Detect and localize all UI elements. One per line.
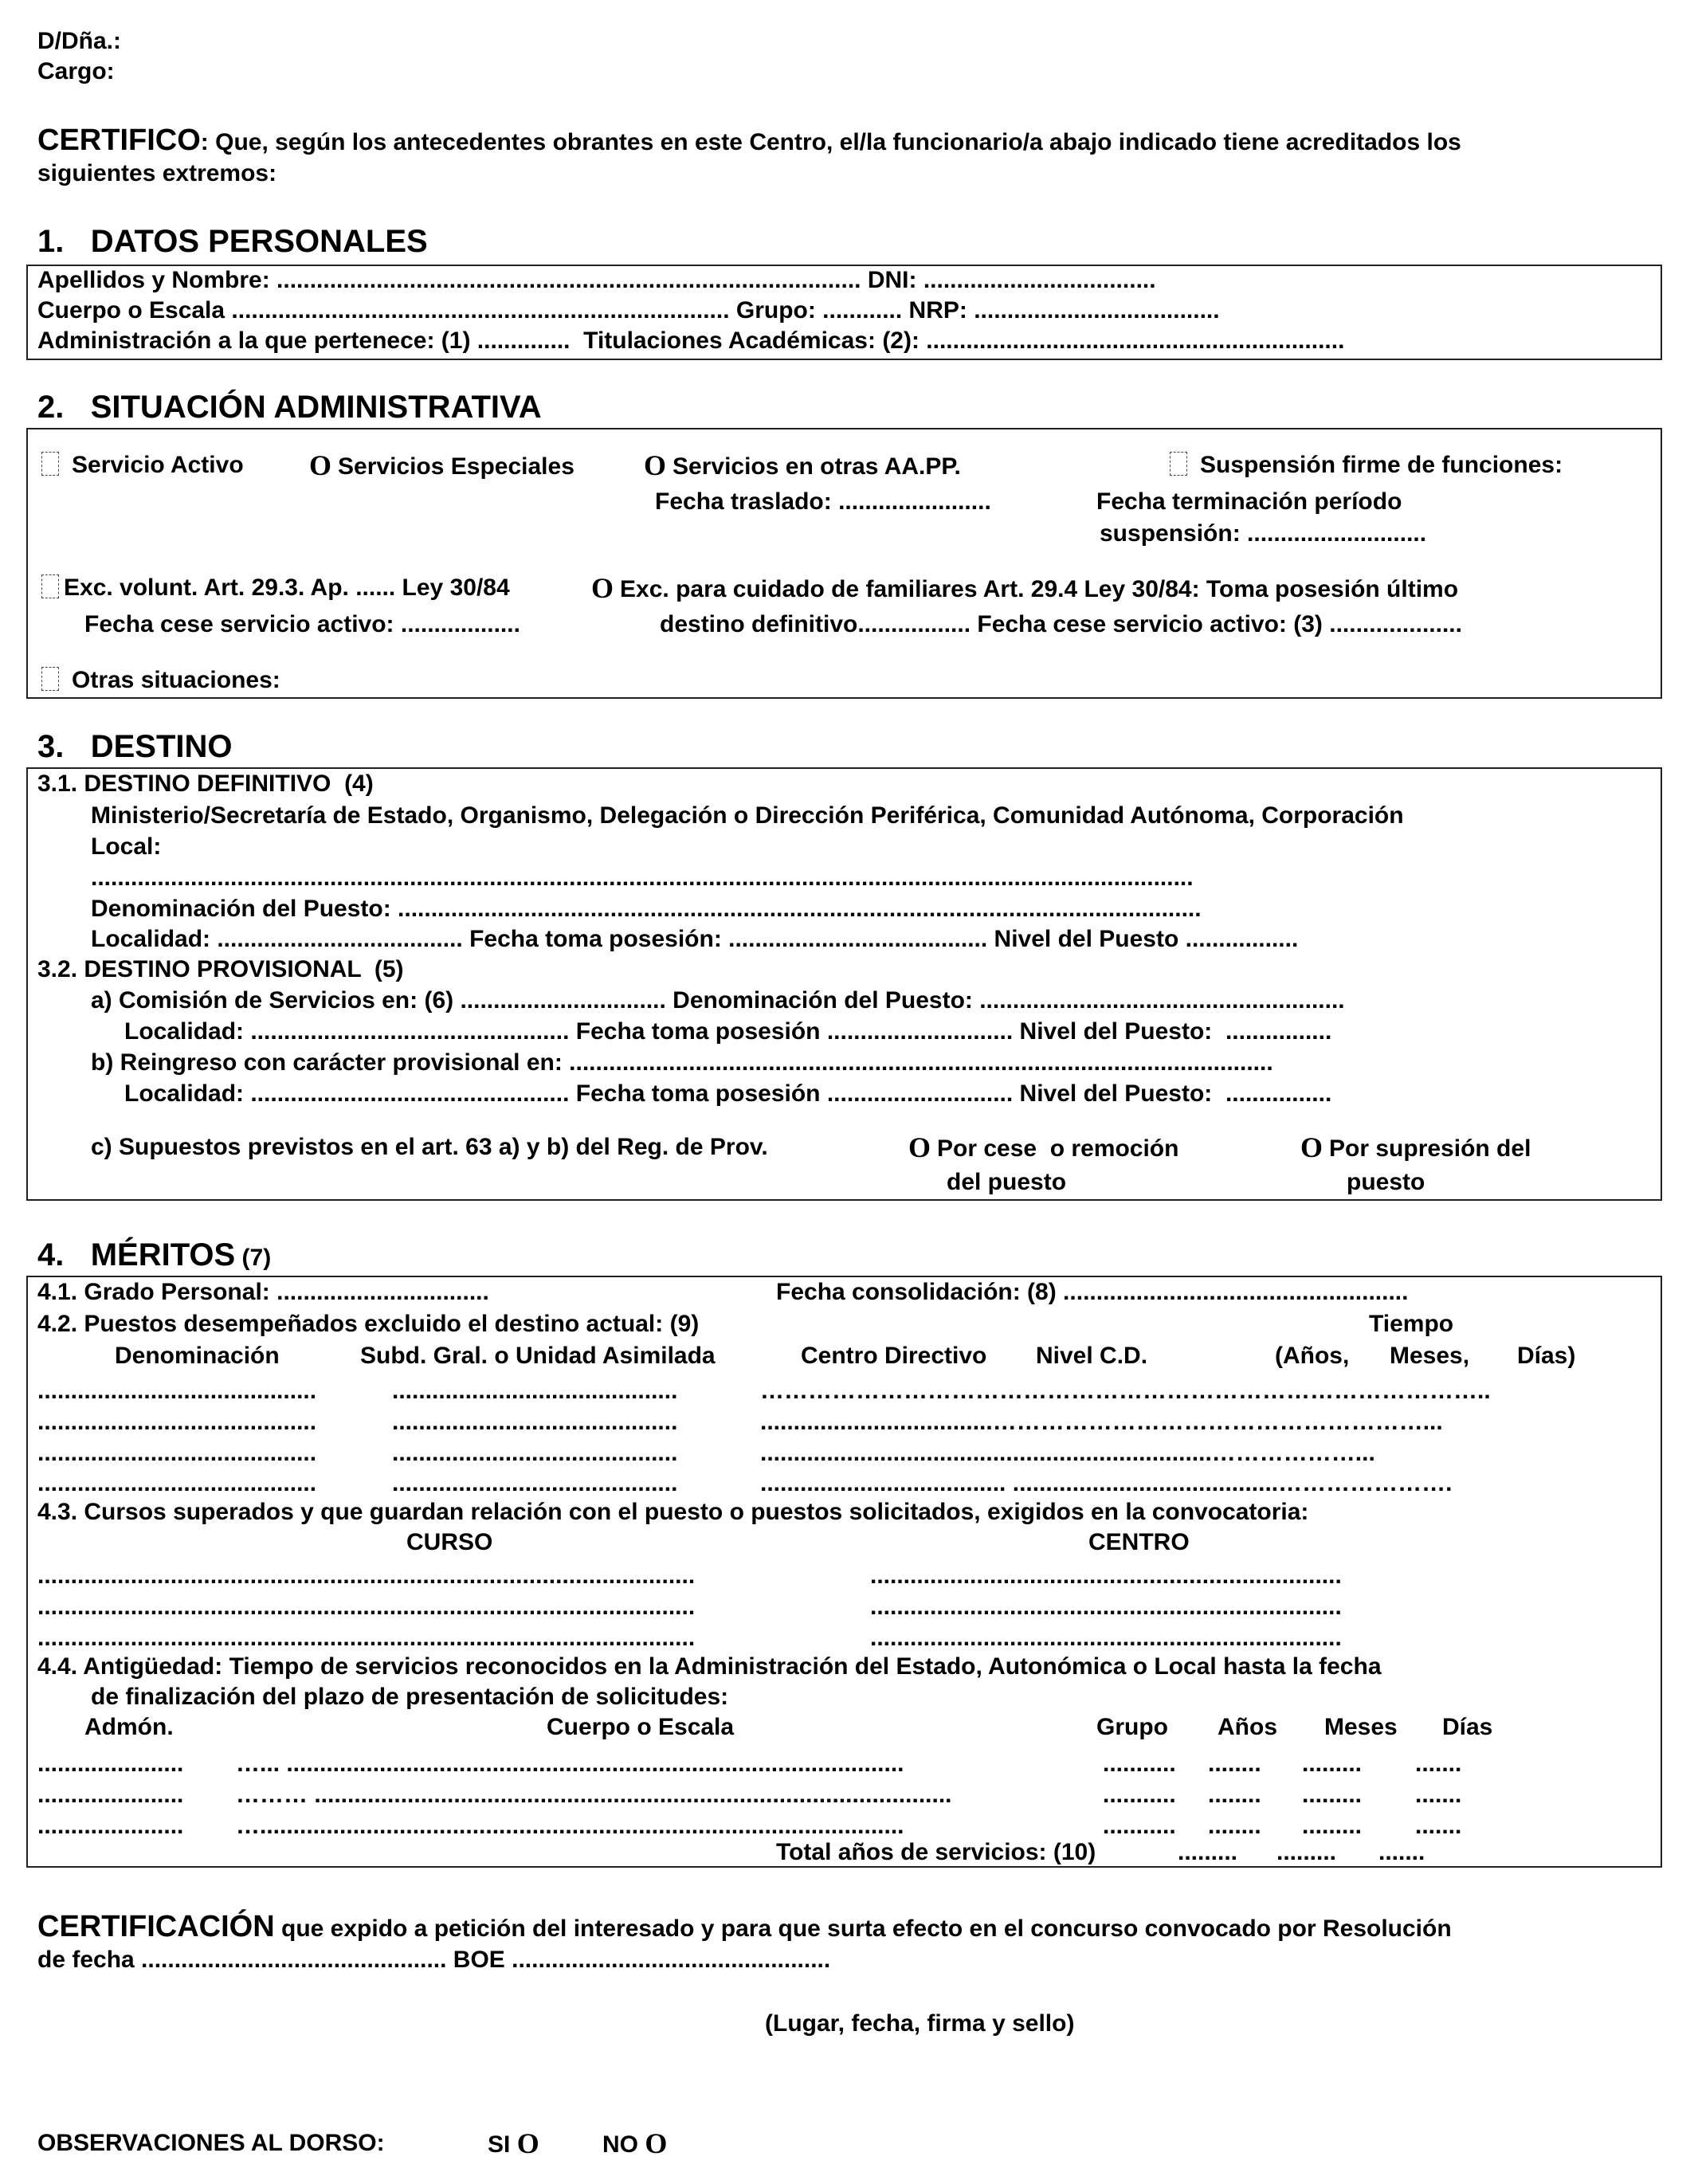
destino-definitivo-denominacion-field[interactable]: Denominación del Puesto: ......................................................................................................................... bbox=[91, 896, 1202, 922]
antiguedad-row-2-grupo[interactable]: ........... bbox=[1103, 1782, 1176, 1808]
total-meses-field[interactable]: ......... bbox=[1276, 1839, 1337, 1865]
puestos-desempenados-title: 4.2. Puestos desempeñados excluido el destino actual: (9) bbox=[37, 1311, 700, 1337]
radio-icon[interactable]: O bbox=[591, 572, 614, 604]
observaciones-label: OBSERVACIONES AL DORSO: bbox=[37, 2130, 385, 2156]
col-curso: CURSO bbox=[406, 1529, 493, 1555]
destino-definitivo-fecha-cese-field[interactable]: destino definitivo................. Fecha cese servicio activo: (3) .................... bbox=[660, 611, 1462, 637]
col-meses: Meses, bbox=[1390, 1343, 1470, 1369]
antiguedad-row-1-grupo[interactable]: ........... bbox=[1103, 1751, 1176, 1777]
puesto-row-4-rest[interactable]: ..................................... ........................................…………………. bbox=[760, 1470, 1453, 1496]
col-centro: CENTRO bbox=[1088, 1529, 1190, 1555]
observaciones-no-option[interactable] bbox=[602, 2129, 673, 2159]
col-nivel-cd: Nivel C.D. bbox=[1036, 1343, 1148, 1369]
total-servicios-label: Total años de servicios: (10) bbox=[776, 1839, 1096, 1865]
section-title-destino: 3. DESTINO bbox=[37, 729, 233, 764]
col-centro-directivo: Centro Directivo bbox=[801, 1343, 987, 1369]
puesto-row-1-subd[interactable]: ........................................... bbox=[392, 1378, 678, 1404]
col-cuerpo-escala: Cuerpo o Escala bbox=[547, 1714, 735, 1740]
total-dias-field[interactable]: ....... bbox=[1378, 1839, 1425, 1865]
option-label: SI bbox=[488, 2131, 511, 2158]
puesto-row-2-rest[interactable]: ...................................………………………………………………... bbox=[760, 1409, 1443, 1435]
antiguedad-row-3-grupo[interactable]: ........... bbox=[1103, 1813, 1176, 1839]
puesto-row-2-denominacion[interactable]: .......................................... bbox=[37, 1409, 317, 1435]
option-suspension[interactable] bbox=[1170, 451, 1563, 480]
radio-icon[interactable]: O bbox=[645, 2127, 668, 2159]
checkbox-icon[interactable] bbox=[41, 452, 59, 476]
meritos-title: 4. MÉRITOS bbox=[37, 1237, 236, 1272]
position-field-label: Cargo: bbox=[37, 58, 115, 84]
puesto-row-1-denominacion[interactable]: .......................................... bbox=[37, 1378, 317, 1404]
reingreso-localidad-field[interactable]: Localidad: ................................................ Fecha toma posesión ............................ Nivel del Puesto: ................ bbox=[124, 1080, 1332, 1107]
observaciones-si-option[interactable] bbox=[488, 2129, 546, 2159]
option-label: Exc. volunt. Art. 29.3. Ap. ...... Ley 30/84 bbox=[64, 574, 510, 601]
option-por-cese-remocion[interactable] bbox=[908, 1133, 1178, 1163]
puesto-row-1-rest[interactable]: ……………………………………………………………………………….. bbox=[760, 1378, 1491, 1404]
resolucion-fecha-boe-field[interactable]: de fecha .............................................. BOE ................................................ bbox=[37, 1947, 831, 1973]
option-label: Servicio Activo bbox=[72, 452, 244, 478]
administracion-titulaciones-field[interactable]: Administración a la que pertenece: (1) .............. Titulaciones Académicas: (2): ............................................................... bbox=[37, 327, 1345, 354]
puesto-row-3-subd[interactable]: ........................................... bbox=[392, 1440, 678, 1466]
destino-definitivo-organismo-label: Ministerio/Secretaría de Estado, Organismo, Delegación o Dirección Periférica, Comunidad Autónoma, Corporación bbox=[91, 802, 1404, 829]
destino-definitivo-localidad-field[interactable]: Localidad: ..................................... Fecha toma posesión: ....................................... Nivel del Puesto ................. bbox=[91, 926, 1299, 952]
apellidos-nombre-dni-field[interactable]: Apellidos y Nombre: ........................................................................................ DNI: ................................... bbox=[37, 267, 1156, 293]
puesto-row-4-denominacion[interactable]: .......................................... bbox=[37, 1470, 317, 1496]
name-field-label: D/Dña.: bbox=[37, 28, 121, 54]
option-label: Otras situaciones: bbox=[72, 667, 280, 693]
puesto-row-3-denominacion[interactable]: .......................................... bbox=[37, 1440, 317, 1466]
option-label: NO bbox=[602, 2131, 638, 2158]
option-por-supresion[interactable] bbox=[1300, 1133, 1531, 1163]
option-servicio-activo[interactable] bbox=[41, 451, 244, 480]
destino-definitivo-organismo-field[interactable]: ...................................................................................................................................................................... bbox=[91, 865, 1194, 891]
option-por-supresion-cont: puesto bbox=[1347, 1169, 1425, 1195]
col-anos: Años bbox=[1218, 1714, 1277, 1740]
puesto-row-3-rest[interactable]: ....................................................................………………... bbox=[760, 1440, 1375, 1466]
section-title-situacion: 2. SITUACIÓN ADMINISTRATIVA bbox=[37, 390, 542, 425]
radio-icon[interactable]: O bbox=[1300, 1131, 1323, 1163]
centro-row-3[interactable]: ....................................................................... bbox=[870, 1625, 1342, 1651]
antiguedad-row-1-dias[interactable]: ....... bbox=[1415, 1751, 1462, 1777]
option-label: Servicios en otras AA.PP. bbox=[673, 453, 961, 480]
certifico-text-cont: siguientes extremos: bbox=[37, 160, 277, 186]
certificacion-statement bbox=[37, 1912, 1452, 1943]
suspension-fecha-field[interactable]: suspensión: ........................... bbox=[1100, 520, 1427, 547]
antiguedad-row-2-cuerpo[interactable]: ……… ................................................................................................ bbox=[236, 1782, 952, 1808]
fecha-cese-servicio-field[interactable]: Fecha cese servicio activo: .................. bbox=[84, 611, 520, 637]
destino-definitivo-title: 3.1. DESTINO DEFINITIVO (4) bbox=[37, 770, 374, 797]
puesto-row-4-subd[interactable]: ........................................... bbox=[392, 1470, 678, 1496]
option-label: Servicios Especiales bbox=[338, 453, 574, 480]
cuerpo-grupo-nrp-field[interactable]: Cuerpo o Escala ........................................................................... Grupo: ............ NRP: ..................................... bbox=[37, 297, 1220, 323]
option-servicios-otras-aapp[interactable] bbox=[644, 451, 961, 481]
curso-row-1[interactable]: ................................................................................................... bbox=[37, 1563, 696, 1589]
antiguedad-row-1-cuerpo[interactable]: …... ............................................................................................. bbox=[236, 1751, 904, 1777]
certificacion-text: que expido a petición del interesado y para que surta efecto en el concurso convocado por Resolución bbox=[274, 1915, 1452, 1942]
antiguedad-row-3-meses[interactable]: ......... bbox=[1302, 1813, 1363, 1839]
antiguedad-row-2-admon[interactable]: ...................... bbox=[37, 1782, 184, 1808]
antiguedad-row-2-meses[interactable]: ......... bbox=[1302, 1782, 1363, 1808]
fecha-terminacion-label: Fecha terminación período bbox=[1096, 488, 1402, 515]
checkbox-icon[interactable] bbox=[1170, 452, 1187, 476]
curso-row-3[interactable]: ................................................................................................... bbox=[37, 1625, 696, 1651]
col-dias: Días) bbox=[1517, 1343, 1576, 1369]
antiguedad-row-2-dias[interactable]: ....... bbox=[1415, 1782, 1462, 1808]
option-label: Exc. para cuidado de familiares Art. 29.4 Ley 30/84: Toma posesión último bbox=[620, 576, 1459, 602]
option-label: Suspensión firme de funciones: bbox=[1200, 452, 1563, 478]
section-title-meritos bbox=[37, 1237, 271, 1276]
option-otras-situaciones[interactable] bbox=[41, 666, 280, 695]
option-label: Por cese o remoción bbox=[937, 1135, 1179, 1162]
radio-icon[interactable]: O bbox=[644, 449, 667, 481]
antiguedad-row-3-dias[interactable]: ....... bbox=[1415, 1813, 1462, 1839]
fecha-consolidacion-field[interactable]: Fecha consolidación: (8) .................................................... bbox=[776, 1279, 1409, 1305]
checkbox-icon[interactable] bbox=[41, 667, 59, 691]
puesto-row-2-subd[interactable]: ........................................... bbox=[392, 1409, 678, 1435]
comision-localidad-field[interactable]: Localidad: ................................................ Fecha toma posesión ............................ Nivel del Puesto: ................ bbox=[124, 1018, 1332, 1045]
signature-label: (Lugar, fecha, firma y sello) bbox=[765, 2010, 1075, 2037]
col-anos: (Años, bbox=[1275, 1343, 1350, 1369]
option-exc-voluntaria[interactable] bbox=[41, 574, 510, 602]
antiguedad-row-1-meses[interactable]: ......... bbox=[1302, 1751, 1363, 1777]
destino-provisional-title: 3.2. DESTINO PROVISIONAL (5) bbox=[37, 956, 404, 982]
cursos-title: 4.3. Cursos superados y que guardan relación con el puesto o puestos solicitados, exigidos en la convocatoria: bbox=[37, 1499, 1309, 1525]
col-grupo: Grupo bbox=[1096, 1714, 1168, 1740]
col-denominacion: Denominación bbox=[115, 1343, 280, 1369]
antiguedad-row-3-anos[interactable]: ........ bbox=[1208, 1813, 1261, 1839]
col-subd-gral: Subd. Gral. o Unidad Asimilada bbox=[360, 1343, 716, 1369]
certifico-title: CERTIFICO bbox=[37, 124, 201, 157]
option-label: Por supresión del bbox=[1329, 1135, 1531, 1162]
col-admon: Admón. bbox=[84, 1714, 174, 1740]
supuestos-art63-label: c) Supuestos previstos en el art. 63 a) y b) del Reg. de Prov. bbox=[91, 1134, 768, 1160]
fecha-traslado-field[interactable]: Fecha traslado: ....................... bbox=[655, 488, 991, 515]
radio-icon[interactable]: O bbox=[516, 2127, 539, 2159]
tiempo-header: Tiempo bbox=[1369, 1311, 1454, 1337]
option-exc-cuidado-familiares[interactable] bbox=[591, 574, 1458, 604]
radio-icon[interactable]: O bbox=[309, 449, 332, 481]
antiguedad-row-2-anos[interactable]: ........ bbox=[1208, 1782, 1261, 1808]
option-servicios-especiales[interactable] bbox=[309, 451, 574, 481]
meritos-note: (7) bbox=[235, 1245, 272, 1271]
antiguedad-row-1-anos[interactable]: ........ bbox=[1208, 1751, 1261, 1777]
certificacion-title: CERTIFICACIÓN bbox=[37, 1910, 275, 1943]
option-por-cese-remocion-cont: del puesto bbox=[947, 1169, 1067, 1195]
total-anos-field[interactable]: ......... bbox=[1178, 1839, 1238, 1865]
destino-definitivo-local-label: Local: bbox=[91, 833, 162, 860]
centro-row-2[interactable]: ....................................................................... bbox=[870, 1594, 1342, 1620]
col-dias: Días bbox=[1442, 1714, 1493, 1740]
antiguedad-row-3-admon[interactable]: ...................... bbox=[37, 1813, 184, 1839]
antiguedad-row-3-cuerpo[interactable]: …................................................................................................. bbox=[236, 1813, 904, 1839]
section-title-datos-personales: 1. DATOS PERSONALES bbox=[37, 224, 428, 259]
radio-icon[interactable]: O bbox=[908, 1131, 931, 1163]
grado-personal-field[interactable]: 4.1. Grado Personal: ................................ bbox=[37, 1279, 489, 1305]
col-meses: Meses bbox=[1324, 1714, 1398, 1740]
centro-row-1[interactable]: ....................................................................... bbox=[870, 1563, 1342, 1589]
antiguedad-title-cont: de finalización del plazo de presentación de solicitudes: bbox=[91, 1684, 729, 1710]
antiguedad-title: 4.4. Antigüedad: Tiempo de servicios reconocidos en la Administración del Estado, Autonómica o Local hasta la fecha bbox=[37, 1653, 1382, 1680]
antiguedad-row-1-admon[interactable]: ...................... bbox=[37, 1751, 184, 1777]
comision-servicios-field[interactable]: a) Comisión de Servicios en: (6) ............................... Denominación del Puesto: ....................................................... bbox=[91, 987, 1345, 1014]
certifico-statement bbox=[37, 126, 1461, 157]
reingreso-provisional-field[interactable]: b) Reingreso con carácter provisional en: .......................................................................................................... bbox=[91, 1049, 1273, 1076]
certifico-text: : Que, según los antecedentes obrantes en este Centro, el/la funcionario/a abajo indicado tiene acreditados los bbox=[200, 129, 1461, 155]
curso-row-2[interactable]: ................................................................................................... bbox=[37, 1594, 696, 1620]
checkbox-icon[interactable] bbox=[41, 574, 59, 598]
